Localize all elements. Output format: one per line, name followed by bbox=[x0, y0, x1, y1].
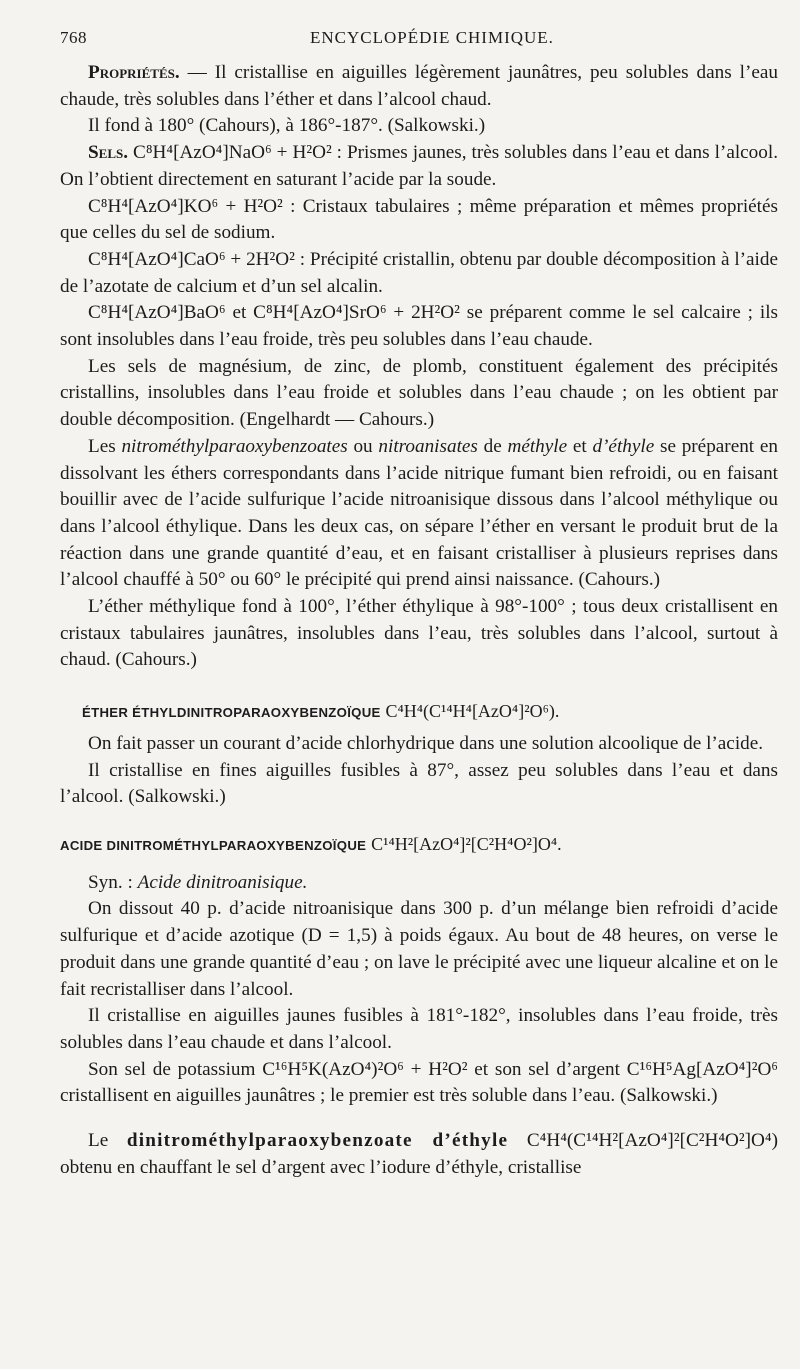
term-nitromethylparaoxybenzoates: nitrométhylparaoxybenzoates bbox=[121, 435, 348, 457]
section-title-acide: ACIDE DINITROMÉTHYLPARAOXYBENZOÏQUE bbox=[60, 837, 367, 853]
body-text bbox=[60, 60, 778, 1181]
paragraph-synonyme bbox=[60, 870, 778, 897]
section-heading-ether bbox=[60, 698, 778, 727]
text-fragment: et bbox=[567, 435, 593, 457]
label-syn: Syn. : bbox=[88, 871, 138, 893]
page-number: 768 bbox=[60, 28, 87, 47]
paragraph-ether-proprietes: L’éther méthylique fond à 100°, l’éther éthylique à 98°-100° ; tous deux cristallisent en cristaux tabulaires jaunâtres, insolubles dans l’eau, très solubles dans l’alcool, surtout à chaud. (Cahours.) bbox=[60, 596, 778, 671]
paragraph-sels-sodium bbox=[60, 140, 778, 193]
text-proprietes: — Il cristallise en aiguilles légèrement jaunâtres, peu solubles dans l’eau chaude, très solubles dans l’éther et dans l’alcool chaud. bbox=[60, 62, 778, 110]
running-title: ENCYCLOPÉDIE CHIMIQUE. bbox=[310, 28, 554, 47]
section-heading-acide bbox=[60, 831, 778, 860]
paragraph-ethers bbox=[60, 434, 778, 594]
paragraph-proprietes bbox=[60, 60, 778, 113]
text-fragment: Le bbox=[88, 1130, 127, 1152]
text-fragment: C⁴H⁴(C¹⁴H²[AzO⁴]²[C²H⁴O²]O⁴) obtenu en chauffant le sel d’argent avec l’iodure d’éthyle, cristallise bbox=[60, 1130, 778, 1178]
term-methyle: méthyle bbox=[507, 435, 568, 457]
paragraph-acide-proprietes: Il cristallise en aiguilles jaunes fusibles à 181°-182°, insolubles dans l’eau froide, très solubles dans l’eau chaude et dans l’alcool. bbox=[60, 1005, 778, 1053]
text-fragment: Les bbox=[88, 435, 122, 457]
term-ethyle: d’éthyle bbox=[592, 435, 655, 457]
paragraph-sels-baryum-strontium: C⁸H⁴[AzO⁴]BaO⁶ et C⁸H⁴[AzO⁴]SrO⁶ + 2H²O² se préparent comme le sel calcaire ; ils sont insolubles dans l’eau froide, très peu solubles dans l’eau chaude. bbox=[60, 302, 778, 351]
text-fragment: de bbox=[477, 435, 508, 457]
synonym-value: Acide dinitroanisique. bbox=[137, 871, 308, 893]
paragraph-dinitro-ester bbox=[60, 1128, 778, 1181]
paragraph-sel-calcium: C⁸H⁴[AzO⁴]CaO⁶ + 2H²O² : Précipité cristallin, obtenu par double décomposition à l’aide de l’azotate de calcium et d’un sel alcalin. bbox=[60, 248, 778, 297]
running-head bbox=[60, 28, 778, 48]
paragraph-sel-potassium: C⁸H⁴[AzO⁴]KO⁶ + H²O² : Cristaux tabulaires ; même préparation et mêmes propriétés que celles du sel de sodium. bbox=[60, 195, 778, 244]
text-fragment: ou bbox=[347, 435, 379, 457]
paragraph-ether-preparation: On fait passer un courant d’acide chlorhydrique dans une solution alcoolique de l’acide. bbox=[88, 732, 764, 754]
paragraph-ether-cristallisation: Il cristallise en fines aiguilles fusibles à 87°, assez peu solubles dans l’eau et dans l’alcool. (Salkowski.) bbox=[60, 759, 778, 808]
paragraph-fusion: Il fond à 180° (Cahours), à 186°-187°. (Salkowski.) bbox=[88, 115, 486, 137]
paragraph-autres-sels: Les sels de magnésium, de zinc, de plomb, constituent également des précipités cristallins, insolubles dans l’eau froide et solubles dans l’eau chaude ; on les obtient par double décomposition. (Engelhardt — Cahours.) bbox=[60, 355, 778, 431]
section-title-ether: ÉTHER ÉTHYLDINITROPARAOXYBENZOÏQUE bbox=[82, 705, 381, 721]
label-proprietes: Propriétés. bbox=[88, 62, 180, 83]
paragraph-acide-sels: Son sel de potassium C¹⁶H⁵K(AzO⁴)²O⁶ + H²O² et son sel d’argent C¹⁶H⁵Ag[AzO⁴]²O⁶ cristallisent en aiguilles jaunâtres ; le premier est très soluble dans l’eau. (Salkowski.) bbox=[60, 1058, 778, 1107]
label-sels: Sels. bbox=[88, 142, 129, 164]
text-fragment: se préparent en dissolvant les éthers correspondants dans l’acide nitrique fumant bien refroidi, ou en faisant bouillir avec de l’acide sulfurique l’acide nitroanisique dissous dans l’alcool méthylique ou dans l’alcool éthylique. Dans les deux cas, on sépare l’éther en versant le produit brut de la réaction dans une grande quantité d’eau, et en faisant cristalliser à plusieurs reprises dans l’alcool chauffé à 50° ou 60° le précipité qui prend ainsi naissance. (Cahours.) bbox=[60, 435, 778, 591]
paragraph-acide-preparation: On dissout 40 p. d’acide nitroanisique dans 300 p. d’un mélange bien refroidi d’acide sulfurique et d’acide azotique (D = 1,5) à poids égaux. Au bout de 48 heures, on verse le produit dans une grande quantité d’eau ; on lave le précipité avec une liqueur alcaline et on le fait recristalliser dans l’alcool. bbox=[60, 898, 778, 1000]
text-sels-sodium: C⁸H⁴[AzO⁴]NaO⁶ + H²O² : Prismes jaunes, très solubles dans l’eau et dans l’alcool. On l’obtient directement en saturant l’acide par la soude. bbox=[60, 142, 778, 190]
term-dinitromethylparaoxybenzoate: dinitrométhylparaoxybenzoate d’éthyle bbox=[126, 1130, 509, 1152]
section-formula-ether: C⁴H⁴(C¹⁴H⁴[AzO⁴]²O⁶). bbox=[385, 701, 560, 722]
term-nitroanisates: nitroanisates bbox=[378, 435, 478, 457]
section-formula-acide: C¹⁴H²[AzO⁴]²[C²H⁴O²]O⁴. bbox=[371, 833, 562, 854]
